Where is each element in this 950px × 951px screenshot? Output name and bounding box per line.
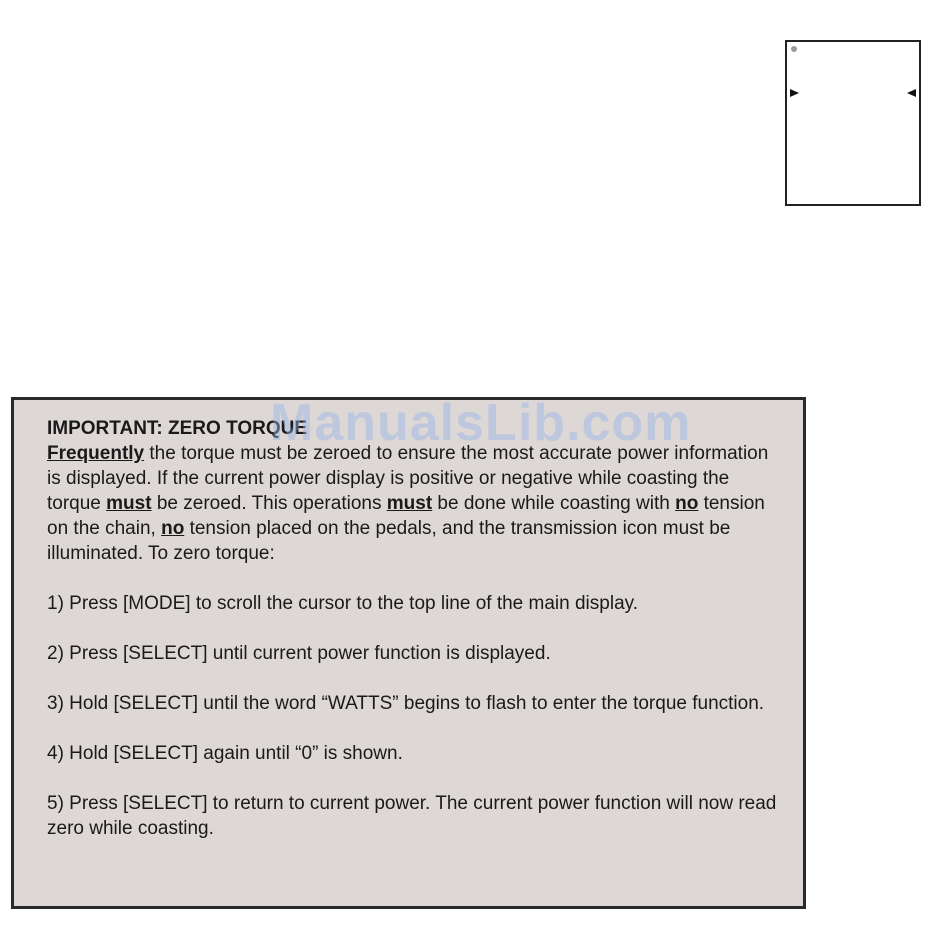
emphasis-no-2: no — [161, 518, 185, 539]
display-figure-frame — [785, 40, 921, 206]
emphasis-frequently: Frequently — [47, 443, 145, 464]
intro-text-5: tension placed on the pedals, and the transmission icon must be illuminated. To zero torque: — [47, 518, 731, 564]
emphasis-must-2: must — [386, 493, 433, 514]
zero-torque-notice-box — [11, 397, 806, 909]
step-1: 1) Press [MODE] to scroll the cursor to the top line of the main display. — [47, 593, 639, 614]
intro-text-2: be zeroed. This operations — [151, 493, 387, 514]
emphasis-no-1: no — [675, 493, 699, 514]
watermark: ManualsLib.com — [270, 394, 692, 452]
notice-intro — [47, 441, 783, 566]
intro-text-4: tension on the chain, — [47, 493, 765, 539]
emphasis-must-1: must — [106, 493, 152, 514]
pointer-left-icon — [907, 89, 916, 97]
step-4: 4) Hold [SELECT] again until “0” is shown. — [47, 743, 403, 764]
step-3: 3) Hold [SELECT] until the word “WATTS” begins to flash to enter the torque function. — [47, 693, 765, 714]
notice-title: IMPORTANT: ZERO TORQUE — [47, 418, 308, 439]
pointer-right-icon — [790, 89, 799, 97]
indicator-dot-icon — [791, 46, 797, 52]
step-2: 2) Press [SELECT] until current power function is displayed. — [47, 643, 551, 664]
intro-text-1: the torque must be zeroed to ensure the most accurate power information is displayed. If the current power display is positive or negative while coasting the torque — [47, 443, 769, 514]
intro-text-3: be done while coasting with — [432, 493, 676, 514]
step-5: 5) Press [SELECT] to return to current power. The current power function will now read zero while coasting. — [47, 793, 777, 839]
